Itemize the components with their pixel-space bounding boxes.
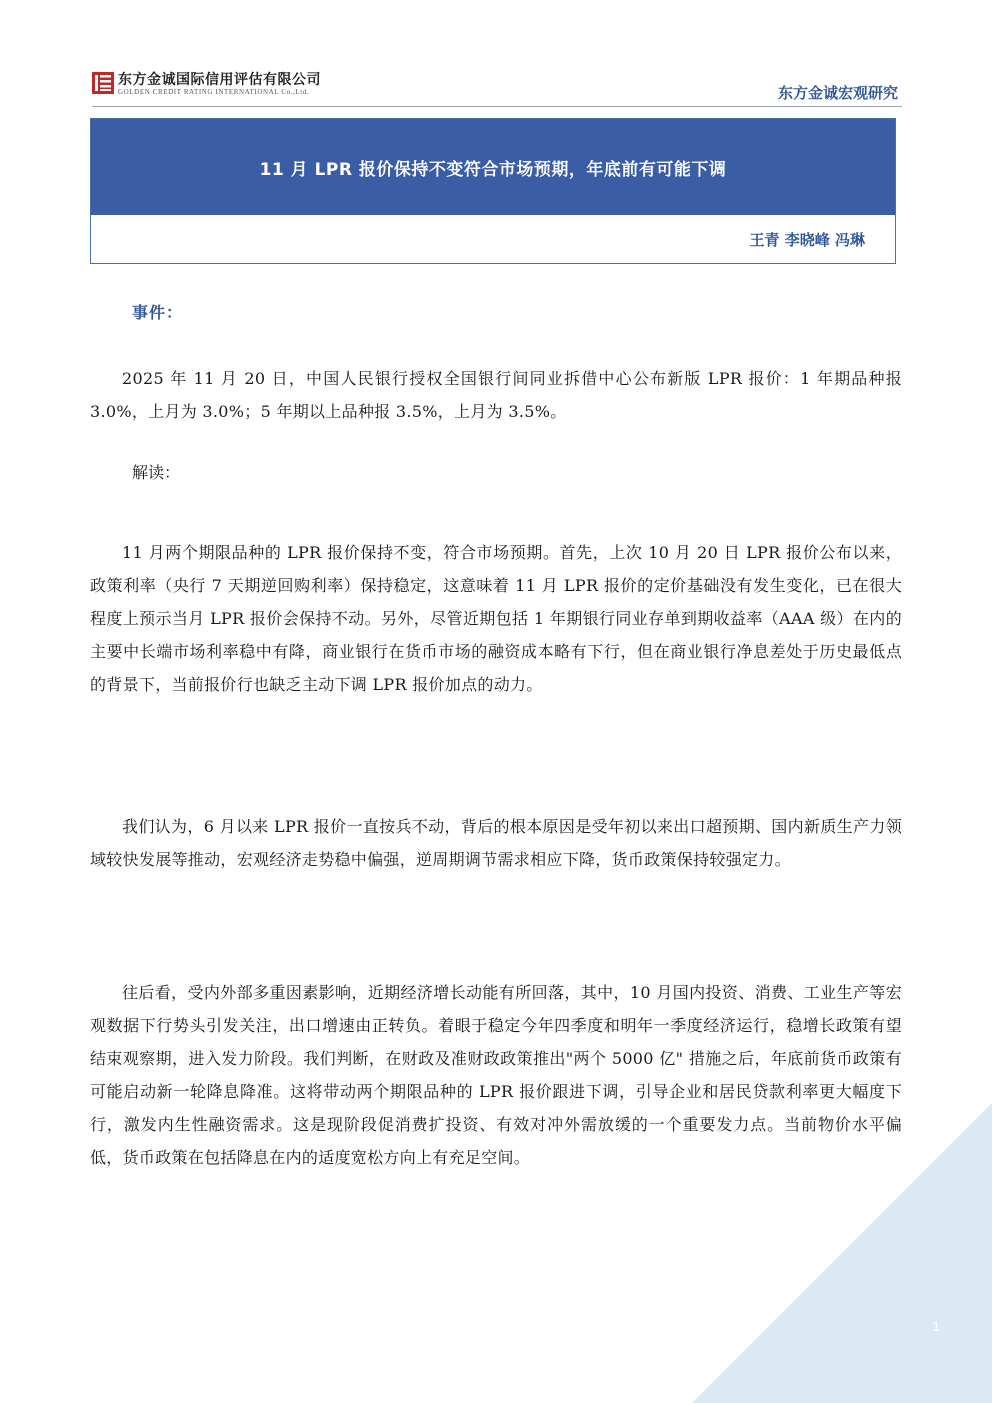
title-box [90,118,896,264]
interpret-heading: 解读： [132,463,181,482]
event-paragraph: 2025 年 11 月 20 日，中国人民银行授权全国银行间同业拆借中心公布新版 LPR 报价：1 年期品种报 3.0%，上月为 3.0%；5 年期以上品种报 3.5%，上月为 3.5%。 [90,369,902,421]
paragraph-2: 我们认为，6 月以来 LPR 报价一直按兵不动，背后的根本原因是受年初以来出口超预期、国内新质生产力领域较快发展等推动，宏观经济走势稳中偏强，逆周期调节需求相应下降，货币政策保持较强定力。 [90,817,902,869]
report-authors: 王青 李晓峰 冯琳 [749,231,865,249]
brand-label: 东方金诚宏观研究 [777,84,898,102]
page-number: 1 [932,1318,940,1334]
report-title: 11 月 LPR 报价保持不变符合市场预期，年底前有可能下调 [259,159,727,180]
header-divider [92,106,902,107]
company-name-en: GOLDEN CREDIT RATING INTERNATIONAL Co.,Ltd. [118,88,310,96]
title-band [91,119,895,215]
paragraph-3: 往后看，受内外部多重因素影响，近期经济增长动能有所回落，其中，10 月国内投资、消费、工业生产等宏观数据下行势头引发关注，出口增速由正转负。着眼于稳定今年四季度和明年一季度经济运行，稳增长政策有望结束观察期，进入发力阶段。我们判断，在财政及准财政政策推出"两个 5000 亿" 措施之后，年底前货币政策有可能启动新一轮降息降准。这将带动两个期限品种的 LPR 报价跟进下调，引导企业和居民贷款利率更大幅度下行，激发内生性融资需求。这是现阶段促消费扩投资、有效对冲外需放缓的一个重要发力点。当前物价水平偏低，货币政策在包括降息在内的适度宽松方向上有充足空间。 [90,983,902,1167]
event-heading: 事件： [132,303,184,322]
corner-decoration [692,1103,992,1403]
paragraph-1: 11 月两个期限品种的 LPR 报价保持不变，符合市场预期。首先，上次 10 月 20 日 LPR 报价公布以来，政策利率（央行 7 天期逆回购利率）保持稳定，这意味着 11 月 LPR 报价的定价基础没有发生变化，已在很大程度上预示当月 LPR 报价会保持不动。另外，尽管近期包括 1 年期银行同业存单到期收益率（AAA 级）在内的主要中长端市场利率稳中有降，商业银行在货币市场的融资成本略有下行，但在商业银行净息差处于历史最低点的背景下，当前报价行也缺乏主动下调 LPR 报价加点的动力。 [90,543,902,694]
company-name-cn: 东方金诚国际信用评估有限公司 [118,72,321,88]
page-header [0,0,992,108]
company-logo [92,72,321,96]
logo-icon [92,72,114,94]
